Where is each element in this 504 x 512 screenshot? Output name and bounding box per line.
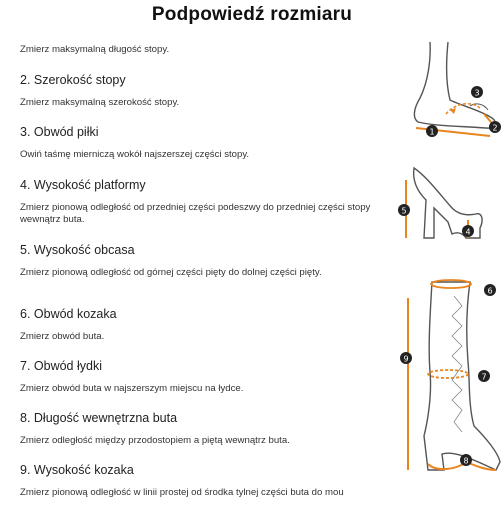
svg-text:2: 2: [492, 123, 498, 133]
page-title: Podpowiedź rozmiaru: [151, 4, 353, 25]
marker-7-badge: [478, 370, 490, 382]
svg-text:1: 1: [429, 127, 435, 137]
svg-text:5: 5: [401, 206, 407, 216]
platform-heel-illustration: [396, 162, 492, 246]
item-4-desc: Zmierz pionową odległość od przedniej części podeszwy do przedniej części stopy wewnątrz buta.: [20, 202, 371, 225]
marker-3-badge: [471, 86, 483, 98]
item-2-desc: Zmierz maksymalną szerokość stopy.: [20, 97, 180, 108]
item-5-desc: Zmierz pionową odległość od górnej części pięty do dolnej części pięty.: [20, 267, 322, 278]
marker-1-badge: [426, 125, 438, 137]
marker-4-badge: [462, 225, 474, 237]
item-1-desc: Zmierz maksymalną długość stopy.: [20, 44, 170, 55]
item-9-heading: 9. Wysokość kozaka: [20, 463, 134, 477]
svg-text:6: 6: [487, 286, 493, 296]
marker-2-badge: [489, 121, 501, 133]
item-2-heading: 2. Szerokość stopy: [20, 73, 126, 87]
item-3-desc: Owiń taśmę mierniczą wokół najszerszej części stopy.: [20, 149, 250, 160]
svg-text:3: 3: [474, 88, 480, 98]
marker-5-badge: [398, 204, 410, 216]
item-8-desc: Zmierz odległość między przodostopiem a piętą wewnątrz buta.: [20, 435, 290, 446]
svg-text:9: 9: [403, 354, 409, 364]
item-6-heading: 6. Obwód kozaka: [20, 307, 117, 321]
svg-text:8: 8: [463, 456, 469, 466]
item-9-desc: Zmierz pionową odległość w linii prostej od środka tylnej części buta do mou: [20, 487, 344, 498]
item-7-heading: 7. Obwód łydki: [20, 359, 102, 373]
marker-8-badge: [460, 454, 472, 466]
svg-text:7: 7: [481, 372, 487, 382]
item-5-heading: 5. Wysokość obcasa: [20, 243, 135, 257]
marker-6-badge: [484, 284, 496, 296]
item-7-desc: Zmierz obwód buta w najszerszym miejscu na łydce.: [20, 383, 244, 394]
boot-illustration: [396, 276, 504, 482]
item-6-desc: Zmierz obwód buta.: [20, 331, 105, 342]
item-4-heading: 4. Wysokość platformy: [20, 178, 146, 192]
foot-illustration: [400, 40, 504, 140]
item-8-heading: 8. Długość wewnętrzna buta: [20, 411, 178, 425]
marker-9-badge: [400, 352, 412, 364]
svg-text:4: 4: [465, 227, 471, 237]
item-3-heading: 3. Obwód piłki: [20, 125, 99, 139]
